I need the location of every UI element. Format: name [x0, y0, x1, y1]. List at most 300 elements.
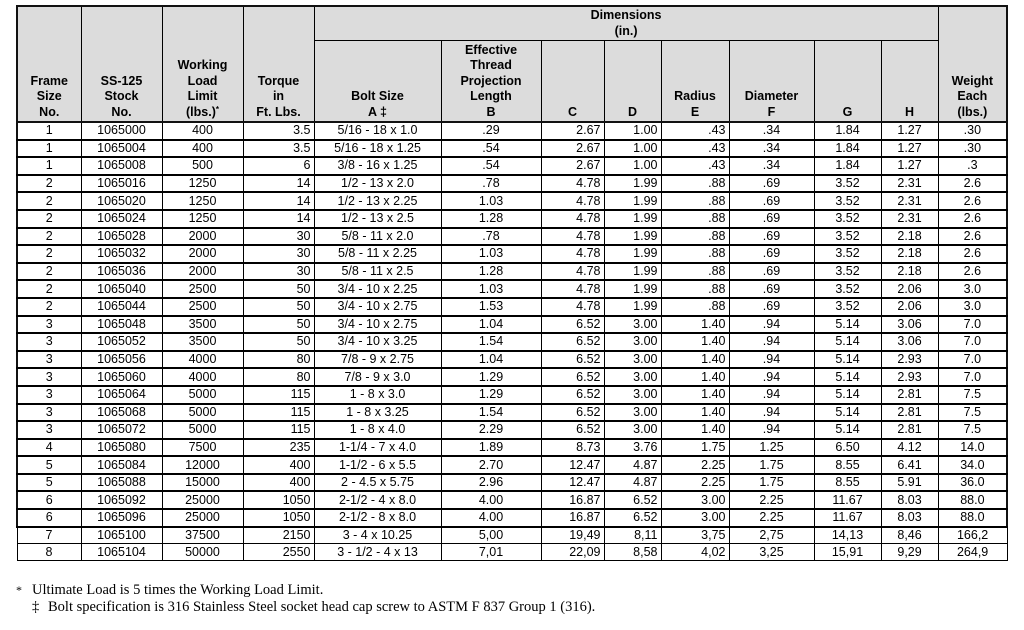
table-row: [17, 140, 1007, 158]
header-diameter-f: [729, 41, 814, 123]
cell-working-load-limit: 4000: [162, 368, 243, 386]
cell-dim-c: 6.52: [541, 386, 604, 404]
cell-dim-g: 5.14: [814, 421, 881, 439]
cell-dim-h: 8,46: [881, 527, 938, 544]
cell-frame-size: 2: [17, 210, 81, 228]
cell-stock-no: 1065072: [81, 421, 162, 439]
cell-working-load-limit: 25000: [162, 491, 243, 509]
cell-weight-each: 7.0: [938, 351, 1007, 369]
cell-diameter-f: 1.75: [729, 456, 814, 474]
header-text: Dimensions: [590, 8, 662, 22]
cell-thread-length-b: 1.28: [441, 263, 541, 281]
cell-frame-size: 3: [17, 333, 81, 351]
cell-radius-e: .43: [661, 157, 729, 175]
cell-dim-d: 3.00: [604, 421, 661, 439]
cell-dim-c: 6.52: [541, 316, 604, 334]
cell-dim-h: 2.31: [881, 192, 938, 210]
cell-dim-d: 8,11: [604, 527, 661, 544]
cell-dim-d: 1.99: [604, 192, 661, 210]
cell-stock-no: 1065052: [81, 333, 162, 351]
cell-diameter-f: 2,75: [729, 527, 814, 544]
cell-dim-h: 3.06: [881, 333, 938, 351]
cell-torque: 14: [243, 210, 314, 228]
cell-bolt-size: 3/4 - 10 x 2.75: [314, 298, 441, 316]
cell-dim-h: 3.06: [881, 316, 938, 334]
header-text: Size: [36, 89, 62, 103]
cell-thread-length-b: 1.54: [441, 404, 541, 422]
table-row: [17, 263, 1007, 281]
cell-working-load-limit: 15000: [162, 474, 243, 492]
cell-bolt-size: 1 - 8 x 4.0: [314, 421, 441, 439]
table-row: [17, 421, 1007, 439]
cell-dim-c: 4.78: [541, 280, 604, 298]
cell-dim-d: 1.99: [604, 228, 661, 246]
cell-dim-c: 6.52: [541, 404, 604, 422]
cell-working-load-limit: 37500: [162, 527, 243, 544]
cell-torque: 115: [243, 386, 314, 404]
cell-radius-e: 1.40: [661, 404, 729, 422]
header-text: Each: [957, 89, 988, 103]
table-row: [17, 456, 1007, 474]
cell-working-load-limit: 400: [162, 122, 243, 140]
cell-weight-each: 3.0: [938, 280, 1007, 298]
header-text: D: [627, 104, 638, 119]
cell-bolt-size: 7/8 - 9 x 2.75: [314, 351, 441, 369]
footnote-mark: ‡: [32, 599, 40, 615]
footnote-mark: *: [215, 104, 219, 114]
cell-frame-size: 5: [17, 456, 81, 474]
cell-dim-g: 1.84: [814, 157, 881, 175]
header-text: F: [767, 104, 776, 119]
cell-weight-each: 36.0: [938, 474, 1007, 492]
cell-dim-g: 5.14: [814, 404, 881, 422]
header-text: Limit: [187, 89, 218, 103]
cell-torque: 3.5: [243, 122, 314, 140]
cell-bolt-size: 3 - 1/2 - 4 x 13: [314, 544, 441, 561]
cell-diameter-f: .94: [729, 368, 814, 386]
header-g: [814, 41, 881, 123]
cell-weight-each: 2.6: [938, 228, 1007, 246]
cell-frame-size: 6: [17, 491, 81, 509]
cell-diameter-f: .69: [729, 228, 814, 246]
header-torque: [243, 6, 314, 122]
cell-dim-c: 19,49: [541, 527, 604, 544]
cell-dim-h: 2.18: [881, 263, 938, 281]
cell-thread-length-b: 1.53: [441, 298, 541, 316]
cell-dim-g: 3.52: [814, 280, 881, 298]
cell-radius-e: .88: [661, 245, 729, 263]
cell-radius-e: 4,02: [661, 544, 729, 561]
cell-dim-c: 2.67: [541, 157, 604, 175]
header-working-load-limit: [162, 6, 243, 122]
cell-thread-length-b: 4.00: [441, 509, 541, 527]
table-row: [17, 386, 1007, 404]
cell-dim-c: 6.52: [541, 368, 604, 386]
cell-weight-each: 3.0: [938, 298, 1007, 316]
header-thread-projection-length: [441, 41, 541, 123]
cell-bolt-size: 5/8 - 11 x 2.0: [314, 228, 441, 246]
cell-dim-d: 4.87: [604, 456, 661, 474]
cell-bolt-size: 5/16 - 18 x 1.25: [314, 140, 441, 158]
cell-radius-e: 1.40: [661, 368, 729, 386]
header-text: Working: [177, 58, 228, 72]
cell-dim-h: 2.31: [881, 175, 938, 193]
cell-dim-h: 4.12: [881, 439, 938, 457]
cell-bolt-size: 3/4 - 10 x 3.25: [314, 333, 441, 351]
header-dimensions: [314, 6, 938, 41]
cell-thread-length-b: 1.29: [441, 368, 541, 386]
cell-dim-d: 1.99: [604, 245, 661, 263]
cell-weight-each: 7.0: [938, 316, 1007, 334]
cell-frame-size: 2: [17, 245, 81, 263]
cell-dim-c: 4.78: [541, 192, 604, 210]
header-d: [604, 41, 661, 123]
cell-dim-c: 6.52: [541, 351, 604, 369]
cell-stock-no: 1065040: [81, 280, 162, 298]
cell-thread-length-b: 1.03: [441, 245, 541, 263]
cell-diameter-f: 1.25: [729, 439, 814, 457]
cell-torque: 50: [243, 333, 314, 351]
header-text: Radius: [674, 89, 716, 103]
cell-dim-c: 4.78: [541, 298, 604, 316]
cell-radius-e: .88: [661, 210, 729, 228]
footnote-ultimate-load: [16, 582, 595, 599]
header-text: Length: [470, 89, 512, 103]
cell-dim-d: 3.00: [604, 386, 661, 404]
cell-dim-d: 6.52: [604, 491, 661, 509]
cell-thread-length-b: 1.04: [441, 316, 541, 334]
cell-frame-size: 6: [17, 509, 81, 527]
cell-radius-e: .88: [661, 192, 729, 210]
cell-working-load-limit: 2500: [162, 280, 243, 298]
table-row: [17, 368, 1007, 386]
table-row: [17, 157, 1007, 175]
cell-dim-d: 1.99: [604, 298, 661, 316]
cell-stock-no: 1065016: [81, 175, 162, 193]
cell-weight-each: 14.0: [938, 439, 1007, 457]
cell-dim-c: 4.78: [541, 228, 604, 246]
cell-dim-g: 3.52: [814, 245, 881, 263]
cell-dim-g: 1.84: [814, 140, 881, 158]
cell-weight-each: 34.0: [938, 456, 1007, 474]
cell-working-load-limit: 1250: [162, 192, 243, 210]
cell-stock-no: 1065088: [81, 474, 162, 492]
cell-weight-each: 2.6: [938, 263, 1007, 281]
cell-thread-length-b: 4.00: [441, 491, 541, 509]
cell-dim-c: 22,09: [541, 544, 604, 561]
cell-dim-d: 1.99: [604, 263, 661, 281]
cell-frame-size: 1: [17, 122, 81, 140]
cell-radius-e: 1.75: [661, 439, 729, 457]
cell-working-load-limit: 3500: [162, 316, 243, 334]
cell-thread-length-b: 2.70: [441, 456, 541, 474]
cell-bolt-size: 1-1/4 - 7 x 4.0: [314, 439, 441, 457]
cell-dim-g: 1.84: [814, 122, 881, 140]
header-radius-e: [661, 41, 729, 123]
cell-dim-g: 3.52: [814, 175, 881, 193]
cell-torque: 400: [243, 474, 314, 492]
table-row: [17, 439, 1007, 457]
cell-bolt-size: 3/4 - 10 x 2.25: [314, 280, 441, 298]
cell-dim-d: 1.00: [604, 140, 661, 158]
cell-dim-h: 2.93: [881, 351, 938, 369]
cell-dim-h: 1.27: [881, 157, 938, 175]
cell-dim-d: 1.00: [604, 122, 661, 140]
cell-dim-h: 2.81: [881, 404, 938, 422]
cell-dim-h: 2.06: [881, 298, 938, 316]
cell-dim-d: 1.00: [604, 157, 661, 175]
cell-dim-h: 1.27: [881, 140, 938, 158]
header-text: in: [272, 89, 285, 103]
cell-torque: 50: [243, 298, 314, 316]
cell-dim-h: 6.41: [881, 456, 938, 474]
cell-dim-h: 2.06: [881, 280, 938, 298]
table-row: [17, 280, 1007, 298]
cell-radius-e: .43: [661, 122, 729, 140]
footnote-mark: *: [16, 583, 22, 597]
cell-dim-d: 1.99: [604, 210, 661, 228]
cell-diameter-f: .69: [729, 192, 814, 210]
cell-dim-c: 6.52: [541, 421, 604, 439]
cell-dim-g: 3.52: [814, 298, 881, 316]
header-text: G: [842, 104, 853, 119]
cell-bolt-size: 3 - 4 x 10.25: [314, 527, 441, 544]
table-row: [17, 122, 1007, 140]
cell-working-load-limit: 12000: [162, 456, 243, 474]
cell-torque: 14: [243, 192, 314, 210]
cell-stock-no: 1065028: [81, 228, 162, 246]
cell-bolt-size: 1-1/2 - 6 x 5.5: [314, 456, 441, 474]
cell-torque: 115: [243, 421, 314, 439]
cell-working-load-limit: 400: [162, 140, 243, 158]
cell-thread-length-b: 5,00: [441, 527, 541, 544]
cell-bolt-size: 5/16 - 18 x 1.0: [314, 122, 441, 140]
header-text: SS-125: [100, 73, 143, 88]
header-text: H: [905, 104, 915, 119]
header-text: Projection: [460, 73, 522, 88]
cell-dim-g: 3.52: [814, 228, 881, 246]
cell-torque: 115: [243, 404, 314, 422]
cell-diameter-f: 2.25: [729, 491, 814, 509]
cell-thread-length-b: 7,01: [441, 544, 541, 561]
cell-radius-e: 2.25: [661, 474, 729, 492]
cell-weight-each: .3: [938, 157, 1007, 175]
cell-dim-g: 6.50: [814, 439, 881, 457]
cell-bolt-size: 1 - 8 x 3.0: [314, 386, 441, 404]
cell-frame-size: 2: [17, 192, 81, 210]
cell-diameter-f: .94: [729, 316, 814, 334]
cell-frame-size: 5: [17, 474, 81, 492]
header-text-with-mark: [166, 105, 240, 121]
footnote-bolt-specification: [16, 599, 595, 616]
cell-torque: 1050: [243, 509, 314, 527]
table-body: [17, 122, 1007, 527]
header-text: E: [690, 104, 700, 119]
header-text: (lbs.): [957, 104, 988, 119]
header-text: Stock: [104, 89, 139, 103]
cell-dim-d: 6.52: [604, 509, 661, 527]
cell-thread-length-b: .29: [441, 122, 541, 140]
cell-dim-h: 2.18: [881, 228, 938, 246]
cell-frame-size: 3: [17, 351, 81, 369]
cell-working-load-limit: 5000: [162, 404, 243, 422]
specification-table: [16, 5, 1008, 561]
cell-diameter-f: .69: [729, 280, 814, 298]
cell-weight-each: 7.5: [938, 386, 1007, 404]
cell-bolt-size: 2-1/2 - 8 x 8.0: [314, 509, 441, 527]
table-row: [17, 298, 1007, 316]
cell-dim-c: 4.78: [541, 210, 604, 228]
cell-stock-no: 1065080: [81, 439, 162, 457]
cell-dim-c: 8.73: [541, 439, 604, 457]
cell-torque: 80: [243, 351, 314, 369]
cell-diameter-f: .94: [729, 351, 814, 369]
cell-bolt-size: 7/8 - 9 x 3.0: [314, 368, 441, 386]
header-c: [541, 41, 604, 123]
cell-dim-g: 3.52: [814, 210, 881, 228]
cell-dim-g: 5.14: [814, 386, 881, 404]
cell-frame-size: 2: [17, 175, 81, 193]
cell-dim-c: 16.87: [541, 509, 604, 527]
cell-radius-e: .88: [661, 280, 729, 298]
cell-working-load-limit: 7500: [162, 439, 243, 457]
header-weight-each: [938, 6, 1007, 122]
cell-diameter-f: 1.75: [729, 474, 814, 492]
cell-radius-e: .88: [661, 298, 729, 316]
cell-dim-h: 9,29: [881, 544, 938, 561]
cell-thread-length-b: .78: [441, 228, 541, 246]
table-row: [17, 245, 1007, 263]
cell-dim-h: 1.27: [881, 122, 938, 140]
cell-dim-g: 11.67: [814, 509, 881, 527]
cell-thread-length-b: 1.03: [441, 192, 541, 210]
cell-dim-c: 4.78: [541, 263, 604, 281]
cell-bolt-size: 1/2 - 13 x 2.0: [314, 175, 441, 193]
cell-thread-length-b: .54: [441, 157, 541, 175]
cell-thread-length-b: .54: [441, 140, 541, 158]
cell-dim-g: 5.14: [814, 351, 881, 369]
cell-frame-size: 3: [17, 404, 81, 422]
cell-weight-each: 7.0: [938, 368, 1007, 386]
cell-stock-no: 1065068: [81, 404, 162, 422]
cell-torque: 235: [243, 439, 314, 457]
cell-stock-no: 1065060: [81, 368, 162, 386]
cell-weight-each: 2.6: [938, 210, 1007, 228]
cell-weight-each: 7.5: [938, 421, 1007, 439]
cell-working-load-limit: 1250: [162, 175, 243, 193]
cell-dim-h: 2.93: [881, 368, 938, 386]
table-row: [17, 228, 1007, 246]
cell-dim-g: 3.52: [814, 263, 881, 281]
cell-working-load-limit: 2000: [162, 245, 243, 263]
cell-weight-each: 88.0: [938, 491, 1007, 509]
cell-frame-size: 2: [17, 280, 81, 298]
cell-diameter-f: .69: [729, 175, 814, 193]
cell-bolt-size: 1/2 - 13 x 2.5: [314, 210, 441, 228]
cell-thread-length-b: 2.96: [441, 474, 541, 492]
cell-bolt-size: 3/8 - 16 x 1.25: [314, 157, 441, 175]
cell-working-load-limit: 2000: [162, 228, 243, 246]
cell-frame-size: 4: [17, 439, 81, 457]
cell-torque: 30: [243, 228, 314, 246]
header-text: Thread: [470, 58, 512, 72]
cell-weight-each: 166,2: [938, 527, 1007, 544]
cell-torque: 3.5: [243, 140, 314, 158]
cell-dim-d: 3.00: [604, 333, 661, 351]
cell-diameter-f: .94: [729, 421, 814, 439]
header-text: No.: [39, 104, 60, 119]
cell-diameter-f: .94: [729, 404, 814, 422]
cell-bolt-size: 5/8 - 11 x 2.5: [314, 263, 441, 281]
cell-diameter-f: .69: [729, 298, 814, 316]
header-text: Effective: [464, 42, 518, 57]
header-text: No.: [111, 104, 132, 119]
cell-dim-d: 8,58: [604, 544, 661, 561]
cell-dim-d: 3.00: [604, 351, 661, 369]
cell-stock-no: 1065004: [81, 140, 162, 158]
cell-radius-e: 2.25: [661, 456, 729, 474]
cell-stock-no: 1065048: [81, 316, 162, 334]
table-row: [17, 509, 1007, 527]
header-text: (lbs.): [186, 104, 216, 119]
cell-dim-h: 8.03: [881, 509, 938, 527]
cell-dim-g: 5.14: [814, 368, 881, 386]
cell-torque: 6: [243, 157, 314, 175]
cell-frame-size: 3: [17, 316, 81, 334]
cell-dim-c: 4.78: [541, 175, 604, 193]
header-text: B: [486, 104, 496, 119]
cell-dim-g: 5.14: [814, 333, 881, 351]
cell-working-load-limit: 3500: [162, 333, 243, 351]
cell-radius-e: 3.00: [661, 491, 729, 509]
cell-frame-size: 1: [17, 157, 81, 175]
header-text: Weight: [951, 73, 994, 88]
cell-dim-d: 1.99: [604, 280, 661, 298]
cell-dim-g: 11.67: [814, 491, 881, 509]
cell-bolt-size: 1/2 - 13 x 2.25: [314, 192, 441, 210]
cell-stock-no: 1065000: [81, 122, 162, 140]
table-row: [17, 491, 1007, 509]
cell-working-load-limit: 25000: [162, 509, 243, 527]
cell-working-load-limit: 1250: [162, 210, 243, 228]
cell-torque: 30: [243, 263, 314, 281]
cell-dim-c: 2.67: [541, 140, 604, 158]
cell-diameter-f: .69: [729, 263, 814, 281]
cell-thread-length-b: .78: [441, 175, 541, 193]
cell-dim-d: 3.76: [604, 439, 661, 457]
cell-radius-e: 1.40: [661, 316, 729, 334]
cell-stock-no: 1065024: [81, 210, 162, 228]
cell-dim-c: 2.67: [541, 122, 604, 140]
cell-stock-no: 1065056: [81, 351, 162, 369]
cell-dim-g: 5.14: [814, 316, 881, 334]
cell-dim-d: 4.87: [604, 474, 661, 492]
cell-radius-e: 1.40: [661, 386, 729, 404]
cell-working-load-limit: 5000: [162, 386, 243, 404]
footnote-text: Bolt specification is 316 Stainless Steel socket head cap screw to ASTM F 837 Group 1 (316).: [48, 599, 596, 615]
cell-thread-length-b: 1.54: [441, 333, 541, 351]
cell-diameter-f: .69: [729, 210, 814, 228]
cell-thread-length-b: 1.03: [441, 280, 541, 298]
header-text: Torque: [257, 73, 300, 88]
table-row: [17, 175, 1007, 193]
footnote-text: Ultimate Load is 5 times the Working Load Limit.: [32, 582, 324, 598]
cell-diameter-f: 3,25: [729, 544, 814, 561]
table-row: [17, 210, 1007, 228]
cell-torque: 30: [243, 245, 314, 263]
cell-weight-each: 88.0: [938, 509, 1007, 527]
cell-thread-length-b: 1.04: [441, 351, 541, 369]
